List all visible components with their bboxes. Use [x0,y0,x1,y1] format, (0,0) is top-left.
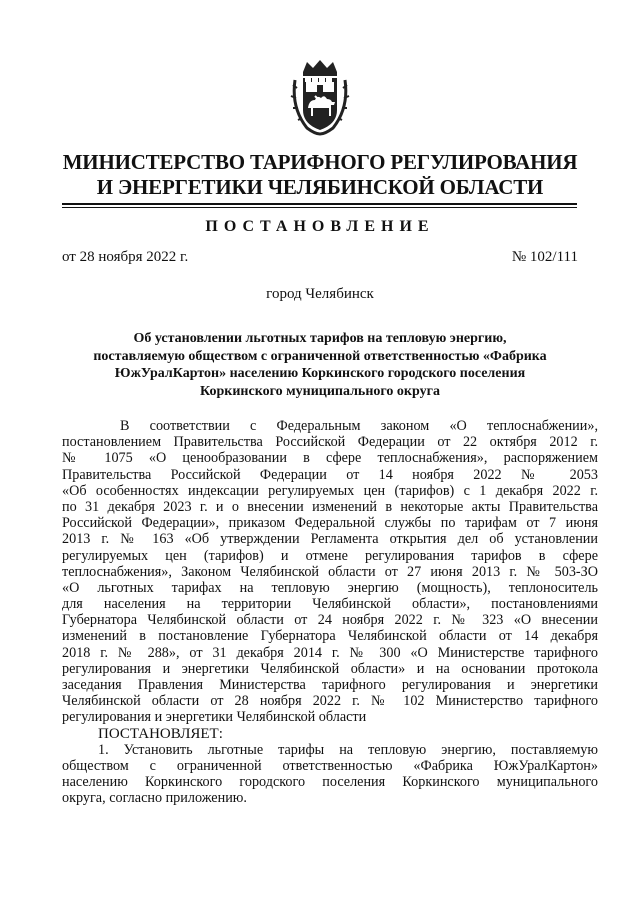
preamble-line: регулируемых цен (тарифов) и отмене регулирования тарифов в сфере [62,547,598,564]
subject-line: Об установлении льготных тарифов на тепловую энергию, [133,331,507,346]
preamble-line: постановлением Правительства Российской Федерации от 22 октября 2012 г. [62,434,598,451]
item-1-line: обществом с ограниченной ответственностью «Фабрика ЮжУралКартон» [62,757,598,774]
decree-subject [60,330,580,400]
item-1-line: 1. Установить льготные тарифы на тепловую энергию, поставляемую [98,741,598,758]
preamble-line: для населения на территории Челябинской области», постановлениями [62,596,598,613]
decree-body [62,418,598,807]
ministry-name-line-2: И ЭНЕРГЕТИКИ ЧЕЛЯБИНСКОЙ ОБЛАСТИ [96,175,544,199]
preamble-line: № 1075 «О ценообразовании в сфере теплоснабжения», распоряжением [62,450,598,467]
preamble-line: Губернатора Челябинской области от 24 ноября 2022 г. № 323 «О внесении [62,612,598,629]
preamble-line: Челябинской области от 28 ноября 2022 г. № 102 Министерство тарифного [62,693,598,710]
ministry-name-line-1: МИНИСТЕРСТВО ТАРИФНОГО РЕГУЛИРОВАНИЯ [62,150,578,174]
preamble-line: Правительства Российской Федерации от 14 ноября 2022 № 2053 [62,466,598,483]
preamble-line: 2018 г. № 288», от 31 декабря 2014 г. № 300 «О Министерстве тарифного [62,644,598,661]
preamble-line: 2013 г. № 163 «Об утверждении Регламента открытия дел об установлении [62,531,598,548]
decree-title: ПОСТАНОВЛЕНИЕ [205,218,435,235]
preamble-line: В соответствии с Федеральным законом «О теплоснабжении», [120,418,598,434]
city-name: город Челябинск [266,286,374,302]
chelyabinsk-coat-of-arms-emblem [289,58,351,136]
decree-number: № 102/111 [511,249,578,265]
resolves-heading: ПОСТАНОВЛЯЕТ: [98,725,223,742]
subject-line: ЮжУралКартон» населению Коркинского городского поселения [114,366,526,381]
header-divider-thick [62,203,577,205]
preamble-line: заседания Правления Министерства тарифного регулирования и энергетики [62,677,598,693]
subject-line: Коркинского муниципального округа [200,383,440,399]
preamble-line: теплоснабжения», Законом Челябинской области от 27 июня 2013 г. № 503-ЗО [62,563,598,580]
preamble-line: «Об особенностях индексации регулируемых цен (тарифов) с 1 декабря 2022 г. [62,482,598,499]
preamble-line: «О льготных тарифах на тепловую энергию (мощность), теплоноситель [62,579,598,596]
preamble-line: по 31 декабря 2023 г. и о внесении изменений в некоторые акты Правительства [62,498,598,515]
decree-date: от 28 ноября 2022 г. [62,249,189,265]
preamble-line: Российской Федерации», приказом Федеральной службы по тарифам от 7 июня [62,515,598,532]
preamble-line: регулирования и энергетики Челябинской области» и на основании протокола [62,660,598,677]
subject-line: поставляемую обществом с ограниченной ответственностью «Фабрика [93,348,547,364]
header-divider-thin [62,207,577,208]
item-1-line: округа, согласно приложению. [62,790,247,807]
item-1-line: населению Коркинского городского поселения Коркинского муниципального [62,774,598,791]
ministry-name [40,150,600,200]
preamble-line: регулирования и энергетики Челябинской области [62,709,367,726]
preamble-line: изменений в постановление Губернатора Челябинской области от 14 декабря [62,628,598,645]
